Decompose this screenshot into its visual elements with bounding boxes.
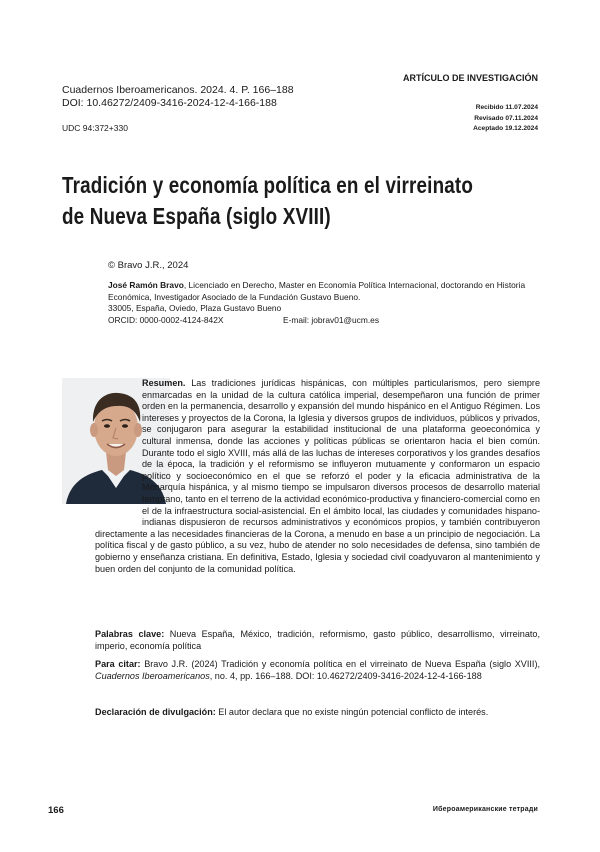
keywords-text: Nueva España, México, tradición, reformismo, gasto público, desarrollismo, virreinato, imperio, economía política xyxy=(95,629,540,651)
page-number: 166 xyxy=(48,805,64,816)
orcid-email-row xyxy=(108,315,540,327)
title-line-2: de Nueva España (siglo XVIII) xyxy=(62,203,331,229)
copyright-line: © Bravo J.R., 2024 xyxy=(108,260,189,271)
disclosure-text: El autor declara que no existe ningún potencial conflicto de interés. xyxy=(215,707,489,717)
citation-text-before: Bravo J.R. (2024) Tradición y economía política en el virreinato de Nueva España (siglo XVIII), xyxy=(140,659,541,669)
udc-code: UDC 94:372+330 xyxy=(62,123,128,133)
journal-line: Cuadernos Iberoamericanos. 2024. 4. P. 166–188 xyxy=(62,84,294,96)
abstract-label: Resumen. xyxy=(142,378,186,388)
citation-journal: Cuadernos Iberoamericanos xyxy=(95,670,210,681)
citation-text-after: , no. 4, pp. 166–188. DOI: 10.46272/2409-3416-2024-12-4-166-188 xyxy=(209,670,482,681)
publication-dates xyxy=(473,103,538,135)
author-affiliation: , Licenciado en Derecho, Master en Economía Política Internacional, doctorando en Historia Económica, Investigador Asociado de la Fundación Gustavo Bueno. xyxy=(108,280,526,302)
email: E-mail: jobrav01@ucm.es xyxy=(283,314,380,325)
citation-label: Para citar: xyxy=(95,659,141,669)
revised-date: Revisado 07.11.2024 xyxy=(474,114,538,122)
footer-journal-name: Ибероамериканские тетради xyxy=(432,806,538,813)
doi-line: DOI: 10.46272/2409-3416-2024-12-4-166-188 xyxy=(62,97,277,109)
keywords-label: Palabras clave: xyxy=(95,629,165,639)
disclosure-label: Declaración de divulgación: xyxy=(95,707,216,717)
keywords-paragraph xyxy=(95,629,540,652)
journal-citation-header xyxy=(62,84,294,110)
article-title xyxy=(62,170,474,232)
accepted-date: Aceptado 19.12.2024 xyxy=(473,125,538,132)
title-line-1: Tradición y economía política en el virreinato xyxy=(62,172,474,198)
orcid: ORCID: 0000-0002-4124-842X xyxy=(108,314,224,325)
abstract-text: Las tradiciones jurídicas hispánicas, con múltiples particularismos, pero siempre enmarcadas en la unidad de la cultura católica imperial, desempeñaron una función de primer orden en la permanencia, desarrollo y expansión del mundo hispánico en el Antiguo Régimen. Los intereses y proyectos de la Corona, la Iglesia y diversos grupos de individuos, públicos y privados, se conjugaron para asegurar la estabilidad institucional de una plataforma geoeconómica y cultural inmensa, donde las acciones y políticas públicas se orientaron hacia el bien común. Durante todo el siglo XVIII, más allá de las luchas de intereses corporativos y los grandes desafíos de la época, la tradición y el reformismo se influyeron mutuamente y conformaron un espacio político y socioeconómico en el que se reforzó el poder y la eficacia administrativa de la Monarquía hispánica, y al mismo tiempo se impulsaron diversos procesos de desarrollo material temprano, tanto en el terreno de la actividad económico-productiva y financiero-comercial como en el de la infraestructura social-asistencial. En el ámbito local, las ciudades y comunidades hispano-indianas dispusieron de recursos administrativos y económicos propios, y también contribuyeron directamente a las necesidades financieras de la Corona, a menudo en base a un principio de negociación. La política fiscal y de gasto público, a su vez, hubo de atender no solo necesidades de defensa, sino también de gobierno y enseñanza cristiana. En definitiva, Estado, Iglesia y sociedad civil coadyuvaron al mantenimiento y buen orden del conjunto de la comunidad política. xyxy=(95,378,540,574)
abstract-paragraph xyxy=(95,378,540,575)
author-info xyxy=(108,280,540,326)
received-date: Recibido 11.07.2024 xyxy=(475,104,538,111)
author-name: José Ramón Bravo xyxy=(108,280,184,290)
disclosure-paragraph xyxy=(95,707,540,719)
author-address: 33005, España, Oviedo, Plaza Gustavo Bueno xyxy=(108,303,282,314)
photo-wrap-spacer xyxy=(62,378,142,518)
citation-paragraph xyxy=(95,659,540,682)
article-type-label: АRTÍCULO DE INVESTIGACIÓN xyxy=(402,73,538,83)
